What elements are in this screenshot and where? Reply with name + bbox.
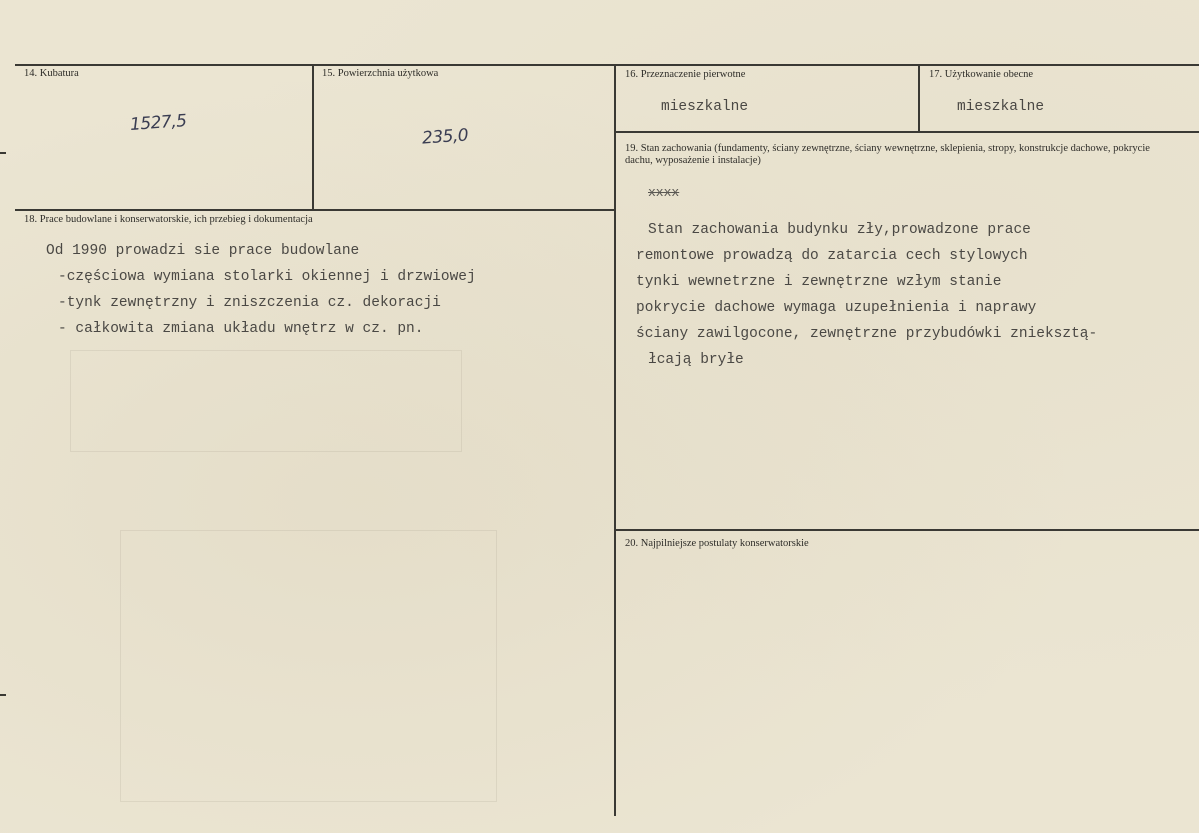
divider-14-15 xyxy=(312,64,314,210)
field-14-label: 14. Kubatura xyxy=(24,68,79,79)
field-19-line: łcają bryłe xyxy=(648,352,744,368)
field-20-label: 20. Najpilniejsze postulaty konserwatorskie xyxy=(625,538,809,549)
struck-out-text: xxxx xyxy=(648,185,680,200)
rule-under-14-15 xyxy=(15,209,616,211)
field-14-value: 1527,5 xyxy=(129,111,188,135)
left-column-divider xyxy=(614,64,616,816)
field-18-line: Od 1990 prowadzi sie prace budowlane xyxy=(46,243,360,259)
field-19-line: Stan zachowania budynku zły,prowadzone prace xyxy=(648,222,1031,238)
field-15-label: 15. Powierzchnia użytkowa xyxy=(322,68,439,79)
field-19-line: remontowe prowadzą do zatarcia cech stylowych xyxy=(636,248,1028,264)
show-through-shape xyxy=(70,350,462,452)
field-18-text xyxy=(46,238,476,342)
rule-under-16-17 xyxy=(614,131,1199,133)
top-rule xyxy=(15,64,1199,66)
field-19-line: tynki wewnetrzne i zewnętrzne wzłym stanie xyxy=(636,274,1002,290)
rule-above-20 xyxy=(614,529,1199,531)
divider-16-17 xyxy=(918,64,920,132)
margin-tick xyxy=(0,152,6,154)
field-18-line: -częściowa wymiana stolarki okiennej i drzwiowej xyxy=(58,269,476,285)
field-18-line: -tynk zewnętrzny i zniszczenia cz. dekoracji xyxy=(58,295,441,311)
margin-tick xyxy=(0,694,6,696)
field-16-label: 16. Przeznaczenie pierwotne xyxy=(625,69,746,80)
field-15-value: 235,0 xyxy=(421,125,469,149)
field-16-value: mieszkalne xyxy=(661,99,749,115)
field-19-label: 19. Stan zachowania (fundamenty, ściany zewnętrzne, ściany wewnętrzne, sklepienia, stropy, konstrukcje dachowe, pokrycie dachu, wyposażenie i instalacje) xyxy=(625,143,1150,166)
field-19-line: pokrycie dachowe wymaga uzupełnienia i naprawy xyxy=(636,300,1037,316)
field-17-label: 17. Użytkowanie obecne xyxy=(929,69,1034,80)
field-18-line: - całkowita zmiana układu wnętrz w cz. pn. xyxy=(58,321,424,337)
field-18-label: 18. Prace budowlane i konserwatorskie, ich przebieg i dokumentacja xyxy=(24,214,313,225)
show-through-shape xyxy=(120,530,497,802)
field-19-line: ściany zawilgocone, zewnętrzne przybudówki znieksztą- xyxy=(636,326,1098,342)
field-17-value: mieszkalne xyxy=(957,99,1045,115)
field-19-text xyxy=(636,217,1097,373)
